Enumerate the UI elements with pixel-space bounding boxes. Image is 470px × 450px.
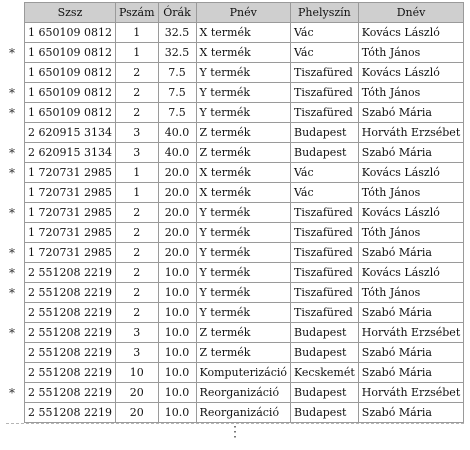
cell-pnev: Y termék bbox=[196, 303, 290, 323]
table-row bbox=[25, 343, 464, 363]
cell-phelyszin: Tiszafüred bbox=[291, 243, 359, 263]
table-row bbox=[25, 323, 464, 343]
cell-pszam: 2 bbox=[115, 63, 158, 83]
cell-dnev: Szabó Mária bbox=[358, 103, 463, 123]
data-table bbox=[24, 2, 464, 423]
row-marker bbox=[0, 343, 24, 363]
cell-pszam: 3 bbox=[115, 323, 158, 343]
cell-orak: 7.5 bbox=[158, 63, 196, 83]
cell-szsz: 2 551208 2219 bbox=[25, 263, 116, 283]
cell-pszam: 1 bbox=[115, 43, 158, 63]
cell-pnev: X termék bbox=[196, 43, 290, 63]
cell-szsz: 1 720731 2985 bbox=[25, 163, 116, 183]
cell-orak: 20.0 bbox=[158, 203, 196, 223]
header-row bbox=[25, 3, 464, 23]
cell-szsz: 1 650109 0812 bbox=[25, 103, 116, 123]
cell-pnev: Y termék bbox=[196, 83, 290, 103]
cell-phelyszin: Tiszafüred bbox=[291, 203, 359, 223]
table-row bbox=[25, 383, 464, 403]
cell-pszam: 3 bbox=[115, 123, 158, 143]
cell-orak: 10.0 bbox=[158, 323, 196, 343]
cell-pnev: Y termék bbox=[196, 243, 290, 263]
cell-pszam: 2 bbox=[115, 283, 158, 303]
cell-phelyszin: Vác bbox=[291, 183, 359, 203]
table-row bbox=[25, 43, 464, 63]
cell-pnev: Y termék bbox=[196, 223, 290, 243]
cell-dnev: Szabó Mária bbox=[358, 143, 463, 163]
table-row bbox=[25, 163, 464, 183]
row-marker: * bbox=[9, 245, 15, 260]
cell-orak: 40.0 bbox=[158, 143, 196, 163]
cell-orak: 10.0 bbox=[158, 283, 196, 303]
cell-orak: 10.0 bbox=[158, 303, 196, 323]
cell-dnev: Horváth Erzsébet bbox=[358, 123, 463, 143]
row-marker: * bbox=[9, 45, 15, 60]
cell-phelyszin: Budapest bbox=[291, 383, 359, 403]
table-row bbox=[25, 363, 464, 383]
cell-orak: 20.0 bbox=[158, 183, 196, 203]
column-header-pnev: Pnév bbox=[196, 3, 290, 23]
cell-orak: 20.0 bbox=[158, 243, 196, 263]
cell-pszam: 2 bbox=[115, 303, 158, 323]
table-row bbox=[25, 223, 464, 243]
cell-orak: 10.0 bbox=[158, 343, 196, 363]
table-row bbox=[25, 403, 464, 423]
table-row bbox=[25, 83, 464, 103]
cell-pnev: Y termék bbox=[196, 283, 290, 303]
cell-pnev: Reorganizáció bbox=[196, 403, 290, 423]
table-row bbox=[25, 23, 464, 43]
cell-szsz: 2 551208 2219 bbox=[25, 343, 116, 363]
row-marker bbox=[0, 363, 24, 383]
cell-szsz: 2 551208 2219 bbox=[25, 383, 116, 403]
row-marker bbox=[0, 23, 24, 43]
row-marker bbox=[0, 223, 24, 243]
cell-pnev: Z termék bbox=[196, 123, 290, 143]
row-marker: * bbox=[9, 285, 15, 300]
cell-orak: 10.0 bbox=[158, 403, 196, 423]
cell-szsz: 1 650109 0812 bbox=[25, 63, 116, 83]
cell-phelyszin: Tiszafüred bbox=[291, 63, 359, 83]
cell-pszam: 2 bbox=[115, 83, 158, 103]
cell-dnev: Szabó Mária bbox=[358, 303, 463, 323]
table-row bbox=[25, 283, 464, 303]
cell-orak: 32.5 bbox=[158, 23, 196, 43]
column-header-szsz: Szsz bbox=[25, 3, 116, 23]
cell-pnev: Y termék bbox=[196, 103, 290, 123]
cell-dnev: Tóth János bbox=[358, 83, 463, 103]
cell-phelyszin: Tiszafüred bbox=[291, 263, 359, 283]
cell-pszam: 20 bbox=[115, 403, 158, 423]
cell-pszam: 1 bbox=[115, 183, 158, 203]
row-marker bbox=[0, 403, 24, 423]
cell-dnev: Tóth János bbox=[358, 183, 463, 203]
cell-phelyszin: Tiszafüred bbox=[291, 223, 359, 243]
cell-dnev: Szabó Mária bbox=[358, 343, 463, 363]
cell-szsz: 2 551208 2219 bbox=[25, 403, 116, 423]
cell-phelyszin: Kecskemét bbox=[291, 363, 359, 383]
cell-dnev: Szabó Mária bbox=[358, 403, 463, 423]
table-row bbox=[25, 303, 464, 323]
cell-szsz: 1 720731 2985 bbox=[25, 243, 116, 263]
row-marker bbox=[0, 123, 24, 143]
cell-orak: 20.0 bbox=[158, 163, 196, 183]
table-row bbox=[25, 143, 464, 163]
cell-szsz: 2 551208 2219 bbox=[25, 323, 116, 343]
continuation-ellipsis-icon: ⋮ bbox=[228, 424, 242, 440]
cell-pnev: X termék bbox=[196, 23, 290, 43]
cell-dnev: Szabó Mária bbox=[358, 243, 463, 263]
cell-pnev: Y termék bbox=[196, 203, 290, 223]
cell-phelyszin: Budapest bbox=[291, 323, 359, 343]
table-row bbox=[25, 63, 464, 83]
cell-dnev: Kovács László bbox=[358, 63, 463, 83]
cell-szsz: 2 551208 2219 bbox=[25, 303, 116, 323]
cell-pszam: 2 bbox=[115, 203, 158, 223]
cell-szsz: 2 551208 2219 bbox=[25, 283, 116, 303]
table-row bbox=[25, 243, 464, 263]
table-container bbox=[24, 2, 464, 423]
row-marker: * bbox=[9, 205, 15, 220]
cell-orak: 40.0 bbox=[158, 123, 196, 143]
cell-pszam: 3 bbox=[115, 143, 158, 163]
table-row bbox=[25, 203, 464, 223]
row-marker bbox=[0, 183, 24, 203]
cell-phelyszin: Tiszafüred bbox=[291, 303, 359, 323]
row-marker: * bbox=[9, 385, 15, 400]
cell-dnev: Kovács László bbox=[358, 163, 463, 183]
cell-orak: 20.0 bbox=[158, 223, 196, 243]
cell-pszam: 10 bbox=[115, 363, 158, 383]
cell-pnev: Y termék bbox=[196, 63, 290, 83]
cell-szsz: 2 620915 3134 bbox=[25, 123, 116, 143]
cell-pszam: 20 bbox=[115, 383, 158, 403]
cell-pszam: 2 bbox=[115, 223, 158, 243]
cell-pnev: Y termék bbox=[196, 263, 290, 283]
cell-pnev: Z termék bbox=[196, 143, 290, 163]
cell-pszam: 3 bbox=[115, 343, 158, 363]
cell-pszam: 1 bbox=[115, 23, 158, 43]
cell-dnev: Horváth Erzsébet bbox=[358, 383, 463, 403]
row-marker: * bbox=[9, 105, 15, 120]
cell-dnev: Tóth János bbox=[358, 223, 463, 243]
column-header-pszam: Pszám bbox=[115, 3, 158, 23]
cell-pnev: Z termék bbox=[196, 323, 290, 343]
table-body bbox=[25, 23, 464, 423]
column-header-orak: Órák bbox=[158, 3, 196, 23]
row-marker: * bbox=[9, 165, 15, 180]
cell-dnev: Tóth János bbox=[358, 283, 463, 303]
cell-orak: 7.5 bbox=[158, 83, 196, 103]
cell-pnev: X termék bbox=[196, 163, 290, 183]
cell-dnev: Horváth Erzsébet bbox=[358, 323, 463, 343]
cell-orak: 7.5 bbox=[158, 103, 196, 123]
cell-phelyszin: Budapest bbox=[291, 123, 359, 143]
row-marker: * bbox=[9, 325, 15, 340]
cell-dnev: Tóth János bbox=[358, 43, 463, 63]
column-header-phelyszin: Phelyszín bbox=[291, 3, 359, 23]
cell-szsz: 1 720731 2985 bbox=[25, 223, 116, 243]
cell-orak: 10.0 bbox=[158, 263, 196, 283]
cell-szsz: 1 650109 0812 bbox=[25, 23, 116, 43]
cell-phelyszin: Budapest bbox=[291, 343, 359, 363]
cell-szsz: 1 650109 0812 bbox=[25, 83, 116, 103]
row-marker bbox=[0, 63, 24, 83]
table-row bbox=[25, 123, 464, 143]
cell-phelyszin: Tiszafüred bbox=[291, 283, 359, 303]
cell-pszam: 2 bbox=[115, 103, 158, 123]
cell-pnev: Komputerizáció bbox=[196, 363, 290, 383]
row-marker: * bbox=[9, 85, 15, 100]
cell-phelyszin: Budapest bbox=[291, 143, 359, 163]
cell-pszam: 2 bbox=[115, 243, 158, 263]
cell-phelyszin: Tiszafüred bbox=[291, 103, 359, 123]
cell-orak: 10.0 bbox=[158, 383, 196, 403]
cell-szsz: 1 650109 0812 bbox=[25, 43, 116, 63]
row-marker: * bbox=[9, 265, 15, 280]
cell-dnev: Kovács László bbox=[358, 263, 463, 283]
cell-orak: 32.5 bbox=[158, 43, 196, 63]
cell-phelyszin: Vác bbox=[291, 23, 359, 43]
cell-pnev: Reorganizáció bbox=[196, 383, 290, 403]
table-row bbox=[25, 103, 464, 123]
row-marker bbox=[0, 303, 24, 323]
cell-phelyszin: Budapest bbox=[291, 403, 359, 423]
cell-dnev: Szabó Mária bbox=[358, 363, 463, 383]
cell-szsz: 1 720731 2985 bbox=[25, 203, 116, 223]
cell-dnev: Kovács László bbox=[358, 23, 463, 43]
cell-szsz: 2 620915 3134 bbox=[25, 143, 116, 163]
cell-szsz: 1 720731 2985 bbox=[25, 183, 116, 203]
cell-pszam: 1 bbox=[115, 163, 158, 183]
row-marker: * bbox=[9, 145, 15, 160]
cell-phelyszin: Vác bbox=[291, 43, 359, 63]
cell-szsz: 2 551208 2219 bbox=[25, 363, 116, 383]
cell-dnev: Kovács László bbox=[358, 203, 463, 223]
cell-orak: 10.0 bbox=[158, 363, 196, 383]
column-header-dnev: Dnév bbox=[358, 3, 463, 23]
cell-phelyszin: Vác bbox=[291, 163, 359, 183]
cell-phelyszin: Tiszafüred bbox=[291, 83, 359, 103]
cell-pnev: Z termék bbox=[196, 343, 290, 363]
table-row bbox=[25, 263, 464, 283]
cell-pszam: 2 bbox=[115, 263, 158, 283]
cell-pnev: X termék bbox=[196, 183, 290, 203]
table-row bbox=[25, 183, 464, 203]
